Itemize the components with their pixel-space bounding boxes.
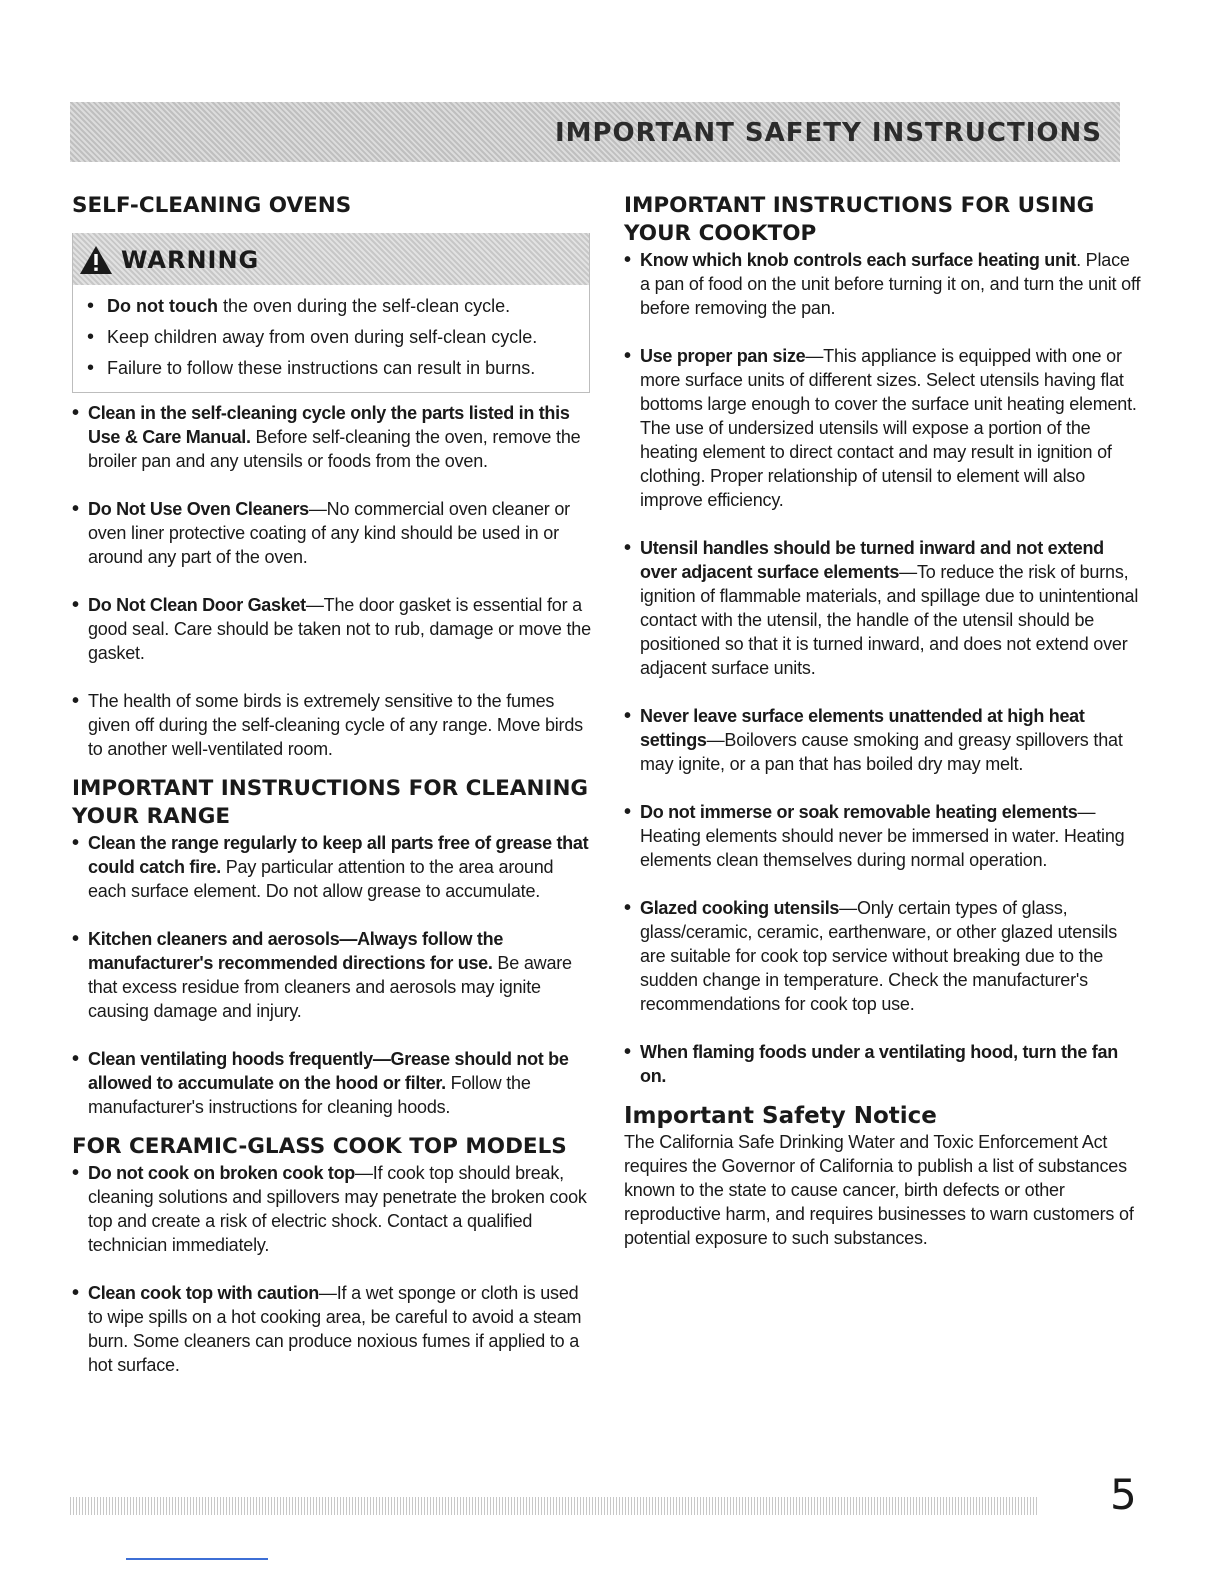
bottom-rule: [126, 1558, 268, 1560]
warning-header: [73, 233, 589, 285]
list-item: • Kitchen cleaners and aerosols—Always follow the manufacturer's recommended directions for use. Be aware that excess residue from cleaners and aerosols may ignite causing damage and injury.: [72, 927, 594, 1023]
warning-item: • Do not touch the oven during the self-clean cycle.: [85, 291, 589, 322]
list-item: • Do Not Use Oven Cleaners—No commercial oven cleaner or oven liner protective coating of any kind should be used in or around any part of the oven.: [72, 497, 594, 569]
warning-item: • Failure to follow these instructions can result in burns.: [85, 353, 589, 384]
warning-list: [73, 285, 589, 392]
list-item: • The health of some birds is extremely sensitive to the fumes given off during the self-cleaning cycle of any range. Move birds to another well-ventilated room.: [72, 689, 594, 761]
left-column: [72, 192, 594, 1377]
list-item: • Clean ventilating hoods frequently—Grease should not be allowed to accumulate on the hood or filter. Follow the manufacturer's instructions for cleaning hoods.: [72, 1047, 594, 1119]
list-item: • Do Not Clean Door Gasket—The door gasket is essential for a good seal. Care should be taken not to rub, damage or move the gasket.: [72, 593, 594, 665]
list-item: • Clean cook top with caution—If a wet sponge or cloth is used to wipe spills on a hot cooking area, be careful to avoid a steam burn. Some cleaners can produce noxious fumes if applied to a hot surface.: [72, 1281, 594, 1377]
right-column: [624, 192, 1144, 1250]
warning-item: • Keep children away from oven during self-clean cycle.: [85, 322, 589, 353]
list-item: • Use proper pan size—This appliance is equipped with one or more surface units of different sizes. Select utensils having flat bottoms large enough to cover the surface unit heating element. The use of undersized utensils will expose a portion of the heating element to direct contact and may result in ignition of clothing. Proper relationship of utensil to element will also improve efficiency.: [624, 344, 1144, 512]
safety-notice-heading: Important Safety Notice: [624, 1103, 937, 1129]
list-item: • Clean the range regularly to keep all parts free of grease that could catch fire. Pay particular attention to the area around each surface element. Do not allow grease to accumulate.: [72, 831, 594, 903]
list-item: • Clean in the self-cleaning cycle only the parts listed in this Use & Care Manual. Before self-cleaning the oven, remove the broiler pan and any utensils or foods from the oven.: [72, 401, 594, 473]
cooktop-heading: IMPORTANT INSTRUCTIONS FOR USING YOUR COOKTOP: [624, 193, 1095, 246]
list-item: • Know which knob controls each surface heating unit. Place a pan of food on the unit before turning it on, and turn the unit off before removing the pan.: [624, 248, 1144, 320]
list-item: • Never leave surface elements unattended at high heat settings—Boilovers cause smoking and greasy spillovers that may ignite, or a pan that has boiled dry may melt.: [624, 704, 1144, 776]
page-number: 5: [1110, 1470, 1137, 1519]
banner-title: IMPORTANT SAFETY INSTRUCTIONS: [554, 118, 1102, 148]
warning-box: [72, 233, 590, 393]
safety-notice-text: The California Safe Drinking Water and Toxic Enforcement Act requires the Governor of California to publish a list of substances known to the state to cause cancer, birth defects or other reproductive harm, and requires businesses to warn customers of potential exposure to such substances.: [624, 1132, 1134, 1248]
list-item: • Utensil handles should be turned inward and not extend over adjacent surface elements—To reduce the risk of burns, ignition of flammable materials, and spillage due to unintentional contact with the utensil, the handle of the utensil should be positioned so that it is turned inward, and does not extend over adjacent surface units.: [624, 536, 1144, 680]
self-cleaning-heading: SELF-CLEANING OVENS: [72, 193, 352, 218]
warning-triangle-icon: [79, 245, 113, 275]
warning-label: WARNING: [121, 246, 260, 274]
footer-bar: [70, 1497, 1038, 1515]
cleaning-range-heading: IMPORTANT INSTRUCTIONS FOR CLEANING YOUR RANGE: [72, 776, 589, 829]
list-item: • Glazed cooking utensils—Only certain types of glass, glass/ceramic, ceramic, earthenware, or other glazed utensils are suitable for cook top service without breaking due to the sudden change in temperature. Check the manufacturer's recommendations for cook top use.: [624, 896, 1144, 1016]
list-item: • When flaming foods under a ventilating hood, turn the fan on.: [624, 1040, 1144, 1088]
header-banner: [70, 102, 1120, 162]
list-item: • Do not immerse or soak removable heating elements—Heating elements should never be immersed in water. Heating elements clean themselves during normal operation.: [624, 800, 1144, 872]
list-item: • Do not cook on broken cook top—If cook top should break, cleaning solutions and spillovers may penetrate the broken cook top and create a risk of electric shock. Contact a qualified technician immediately.: [72, 1161, 594, 1257]
ceramic-glass-heading: FOR CERAMIC-GLASS COOK TOP MODELS: [72, 1134, 567, 1159]
